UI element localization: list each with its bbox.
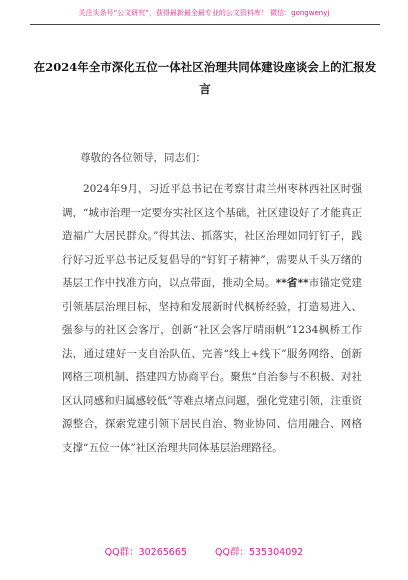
footer-qq-group-1: QQ群：30265665 [104,547,187,558]
paragraph-text-after: 市锚定党建引领基层治理目标，坚持和发展新时代枫桥经验，打造易进入、强参与的社区会客厅，创新“社区会客厅晴雨帆”1234枫桥工作法，通过建好一支自治队伍、完善“线上+线下”服务网络、创新网格三项机制、搭建四方协商平台。聚焦“自治参与不积极、对社区认同感和归属感较低”等难点堵点问题，强化党建引领，注重资源整合，探索党建引领下居民自治、物业协同、信用融合、网格支撑“五位一体”社区治理共同体基层治理路径。 [62,277,363,454]
body-paragraph [62,178,362,460]
footer-contact [0,544,408,558]
salutation: 尊敬的各位领导，同志们： [80,152,206,164]
paragraph-marker: **省** [275,277,309,289]
document-title: 在2024年全市深化五位一体社区治理共同体建设座谈会上的汇报发言 [33,60,377,96]
header-banner: 关注头条号“公文研究”，获得最新最全最专业的公文资料库！ 微信：gongwenyj [78,9,330,17]
header-divider [30,24,380,25]
footer-qq-group-2: QQ群：535304092 [215,547,304,558]
paragraph-text-before: 2024年9月，习近平总书记在考察甘肃兰州枣林西社区时强调，“城市治理一定要夯实社区这个基础，社区建设好了才能真正造福广大居民群众。”得其法、抓落实，社区治理如同钉钉子，践行好习近平总书记反复倡导的“钉钉子精神”，需要从千头万绪的基层工作中找准方向，以点带面，推动全局。 [62,183,362,289]
